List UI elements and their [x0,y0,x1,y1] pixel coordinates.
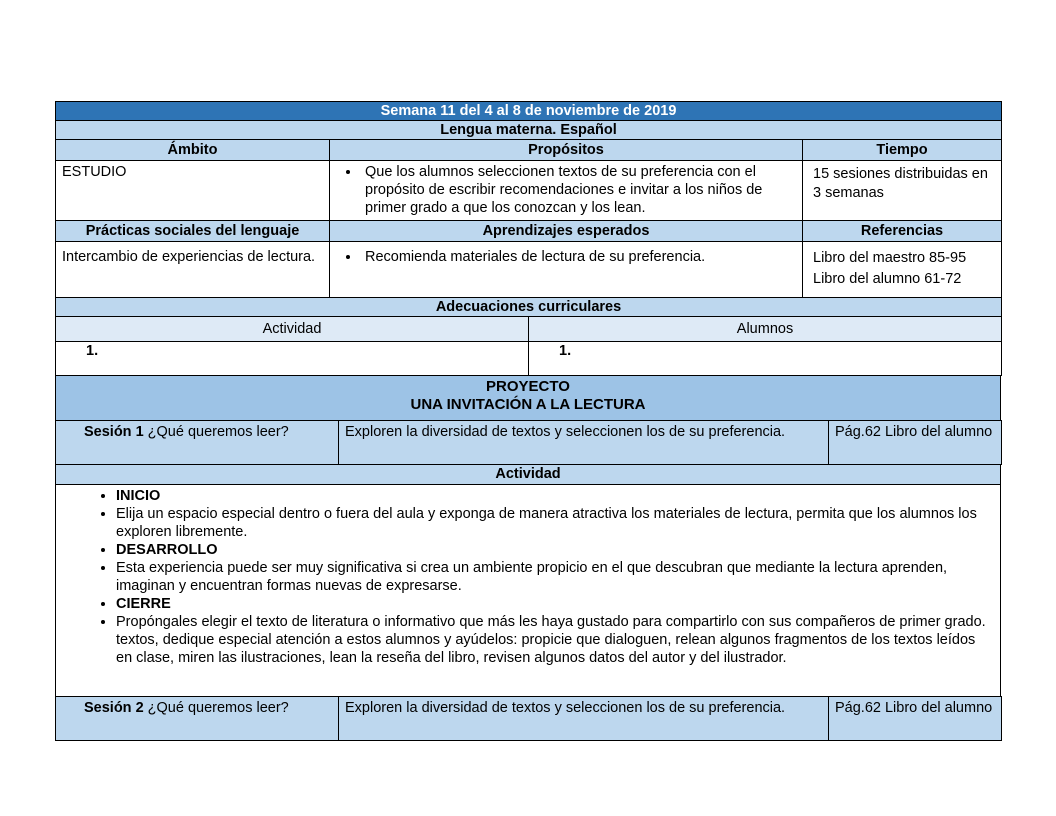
planning-document [55,101,1001,741]
sesion-1-description: Exploren la diversidad de textos y seleccionen los de su preferencia. [339,421,829,465]
col-header-propositos: Propósitos [330,140,803,161]
actividad-title: Actividad [56,465,1001,485]
tiempo-value: 15 sesiones distribuidas en 3 semanas [803,161,1002,221]
ref-maestro: Libro del maestro 85-95 [813,250,967,266]
ref-alumno: Libro del alumno 61-72 [813,271,962,287]
col-header-actividad: Actividad [56,317,529,342]
aprendizaje-item: • Recomienda materiales de lectura de su preferencia. [361,248,796,266]
proyecto-header [56,376,1001,421]
sesion-1-number: Sesión 1 [84,424,144,440]
col-header-ambito: Ámbito [56,140,330,161]
inicio-text: • Elija un espacio especial dentro o fuera del aula y exponga de manera atractiva los materiales de lectura, permita que los alumnos los exploren libremente. [116,505,994,541]
sesion-2-table [55,696,1002,741]
subject-title: Lengua materna. Español [56,121,1002,140]
practica-value: Intercambio de experiencias de lectura. [56,242,330,298]
alumnos-item-1: 1. [529,342,1002,376]
col-header-practicas: Prácticas sociales del lenguaje [56,221,330,242]
inicio-heading: • INICIO [116,487,994,505]
proposito-cell [330,161,803,221]
ambito-value: ESTUDIO [56,161,330,221]
proyecto-name: UNA INVITACIÓN A LA LECTURA [410,396,646,413]
sesion-2-description: Exploren la diversidad de textos y seleccionen los de su preferencia. [339,697,829,741]
planning-table-top [55,101,1002,317]
sesion-2-ref: Pág.62 Libro del alumno [829,697,1002,741]
sesion-2-question: ¿Qué queremos leer? [143,700,289,716]
col-header-alumnos: Alumnos [529,317,1002,342]
adecuaciones-title: Adecuaciones curriculares [56,298,1002,317]
actividad-item-1: 1. [56,342,529,376]
actividad-table [55,464,1001,697]
col-header-aprendizajes: Aprendizajes esperados [330,221,803,242]
cierre-heading: • CIERRE [116,595,994,613]
proposito-item: • Que los alumnos seleccionen textos de su preferencia con el propósito de escribir recomendaciones e invitar a los niños de primer grado a que los conozcan y los lean. [361,163,796,217]
week-title: Semana 11 del 4 al 8 de noviembre de 2019 [56,102,1002,121]
aprendizaje-cell [330,242,803,298]
sesion-1-ref: Pág.62 Libro del alumno [829,421,1002,465]
col-header-referencias: Referencias [803,221,1002,242]
desarrollo-text: • Esta experiencia puede ser muy significativa si crea un ambiente propicio en el que descubran que mediante la lectura aprenden, imaginan y encuentran formas nuevas de expresarse. [116,559,994,595]
proyecto-table [55,375,1001,421]
referencias-cell [803,242,1002,298]
adecuaciones-table [55,316,1002,376]
sesion-1-table [55,420,1002,465]
cierre-text: • Propóngales elegir el texto de literatura o informativo que más les haya gustado para compartirlo con sus compañeros de primer grado. textos, dedique especial atención a estos alumnos y ayúdelos: propicie que dialoguen, relean algunos fragmentos de los textos leídos en clase, miren las ilustraciones, lean la reseña del libro, revisen algunos datos del autor y del ilustrador. [116,613,994,667]
sesion-1-label [56,421,339,465]
desarrollo-heading: • DESARROLLO [116,541,994,559]
col-header-tiempo: Tiempo [803,140,1002,161]
sesion-2-number: Sesión 2 [84,700,144,716]
sesion-1-question: ¿Qué queremos leer? [143,424,289,440]
sesion-2-label [56,697,339,741]
actividad-body [56,485,1001,697]
proyecto-label: PROYECTO [486,378,570,395]
